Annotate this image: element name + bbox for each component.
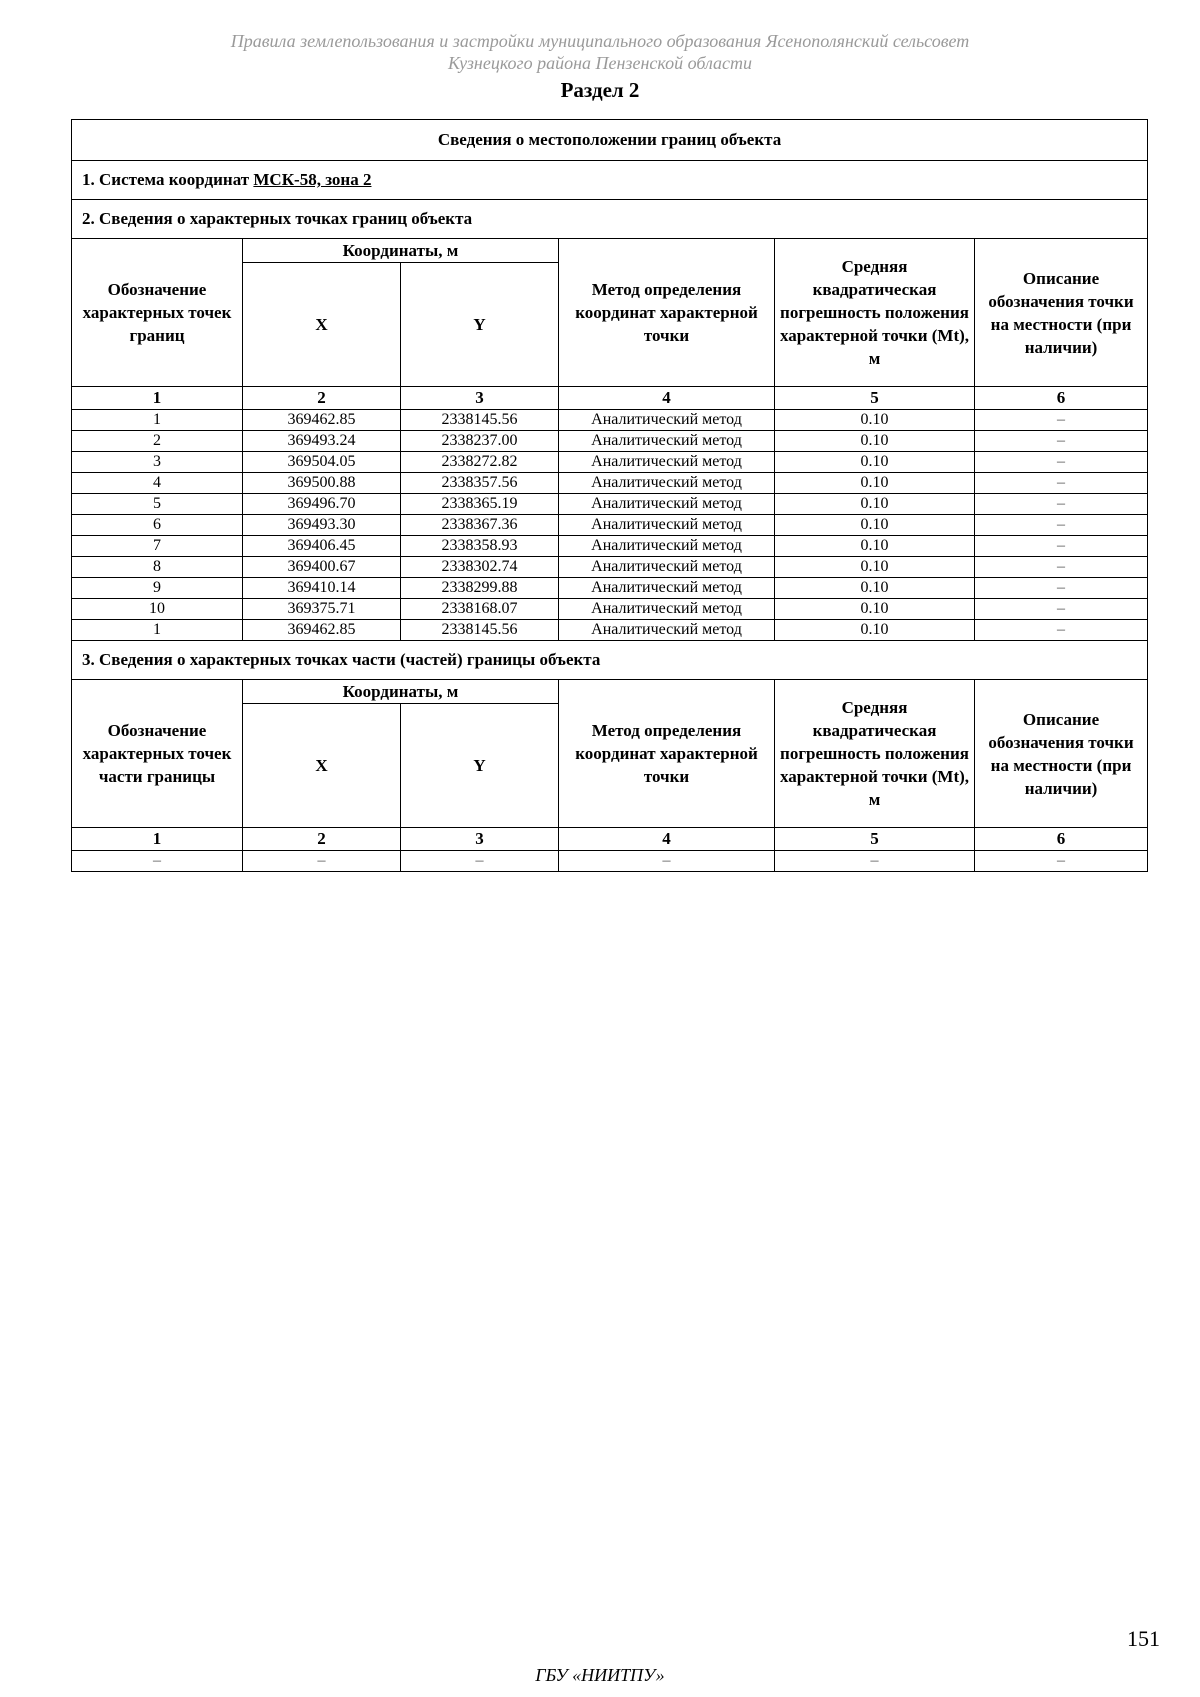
table-row <box>72 452 1148 473</box>
col-number: 3 <box>401 828 559 851</box>
cell-error: – <box>775 851 975 872</box>
cell-error: 0.10 <box>775 620 975 641</box>
cell-description: – <box>975 851 1148 872</box>
running-header-line-2: Кузнецкого района Пензенской области <box>447 53 753 73</box>
cell-point: 1 <box>72 620 243 641</box>
column-numbers-row <box>72 387 1148 410</box>
cell-description: – <box>975 557 1148 578</box>
col-number: 4 <box>559 828 775 851</box>
cell-point: – <box>72 851 243 872</box>
cell-error: 0.10 <box>775 452 975 473</box>
cell-point: 2 <box>72 431 243 452</box>
cell-error: 0.10 <box>775 599 975 620</box>
col-number: 6 <box>975 387 1148 410</box>
cell-error: 0.10 <box>775 515 975 536</box>
header-method: Метод определения координат характерной точки <box>559 239 775 387</box>
cell-x: 369400.67 <box>243 557 401 578</box>
cell-y: 2338299.88 <box>401 578 559 599</box>
cell-y: 2338168.07 <box>401 599 559 620</box>
cell-point: 3 <box>72 452 243 473</box>
cell-y: 2338145.56 <box>401 620 559 641</box>
section3-title: 3. Сведения о характерных точках части (частей) границы объекта <box>72 641 1148 680</box>
cell-point: 9 <box>72 578 243 599</box>
cell-y: 2338272.82 <box>401 452 559 473</box>
cell-method: Аналитический метод <box>559 452 775 473</box>
cell-point: 6 <box>72 515 243 536</box>
cell-method: Аналитический метод <box>559 473 775 494</box>
cell-y: 2338145.56 <box>401 410 559 431</box>
col-number: 1 <box>72 387 243 410</box>
coord-system-label: 1. Система координат <box>82 170 254 189</box>
table-row <box>72 620 1148 641</box>
cell-method: Аналитический метод <box>559 620 775 641</box>
header-description: Описание обозначения точки на местности (при наличии) <box>975 680 1148 828</box>
table-title: Сведения о местоположении границ объекта <box>72 120 1148 161</box>
cell-y: 2338358.93 <box>401 536 559 557</box>
cell-method: Аналитический метод <box>559 536 775 557</box>
cell-description: – <box>975 536 1148 557</box>
header-y: Y <box>401 263 559 387</box>
table-row <box>72 851 1148 872</box>
col-number: 4 <box>559 387 775 410</box>
cell-description: – <box>975 410 1148 431</box>
header-coords: Координаты, м <box>243 680 559 704</box>
cell-point: 10 <box>72 599 243 620</box>
cell-error: 0.10 <box>775 410 975 431</box>
header-coords: Координаты, м <box>243 239 559 263</box>
cell-x: 369406.45 <box>243 536 401 557</box>
cell-method: Аналитический метод <box>559 431 775 452</box>
header-x: X <box>243 704 401 828</box>
column-numbers-row <box>72 828 1148 851</box>
cell-method: Аналитический метод <box>559 599 775 620</box>
header-error-text: Средняя квадратическая погрешность положения характерной точки (Mt), м <box>779 257 970 368</box>
cell-y: 2338237.00 <box>401 431 559 452</box>
cell-error: 0.10 <box>775 473 975 494</box>
cell-description: – <box>975 452 1148 473</box>
section-title: Раздел 2 <box>560 78 640 102</box>
table-row <box>72 431 1148 452</box>
col-number: 2 <box>243 387 401 410</box>
table-row <box>72 536 1148 557</box>
cell-y: 2338367.36 <box>401 515 559 536</box>
cell-x: 369496.70 <box>243 494 401 515</box>
col-number: 3 <box>401 387 559 410</box>
cell-y: – <box>401 851 559 872</box>
cell-point: 1 <box>72 410 243 431</box>
cell-y: 2338365.19 <box>401 494 559 515</box>
coord-system-row <box>72 161 1148 200</box>
table-row <box>72 494 1148 515</box>
cell-x: 369500.88 <box>243 473 401 494</box>
boundary-table <box>71 119 1148 872</box>
cell-x: 369504.05 <box>243 452 401 473</box>
cell-description: – <box>975 620 1148 641</box>
col-number: 1 <box>72 828 243 851</box>
cell-method: Аналитический метод <box>559 515 775 536</box>
header-y: Y <box>401 704 559 828</box>
cell-description: – <box>975 473 1148 494</box>
section2-title: 2. Сведения о характерных точках границ объекта <box>72 200 1148 239</box>
cell-description: – <box>975 494 1148 515</box>
cell-error: 0.10 <box>775 494 975 515</box>
footer-organization: ГБУ «НИИТПУ» <box>535 1665 665 1685</box>
cell-x: 369462.85 <box>243 620 401 641</box>
cell-description: – <box>975 431 1148 452</box>
header-x: X <box>243 263 401 387</box>
header-description: Описание обозначения точки на местности (при наличии) <box>975 239 1148 387</box>
header-method: Метод определения координат характерной точки <box>559 680 775 828</box>
cell-x: 369493.30 <box>243 515 401 536</box>
cell-error: 0.10 <box>775 431 975 452</box>
cell-error: 0.10 <box>775 536 975 557</box>
cell-x: 369462.85 <box>243 410 401 431</box>
cell-x: 369410.14 <box>243 578 401 599</box>
table-row <box>72 410 1148 431</box>
coord-system-value: МСК-58, зона 2 <box>253 170 372 189</box>
page-number: 151 <box>1127 1626 1160 1651</box>
cell-point: 8 <box>72 557 243 578</box>
cell-error: 0.10 <box>775 557 975 578</box>
cell-y: 2338302.74 <box>401 557 559 578</box>
table-row <box>72 599 1148 620</box>
cell-error: 0.10 <box>775 578 975 599</box>
cell-point: 4 <box>72 473 243 494</box>
col-number: 5 <box>775 828 975 851</box>
table-row <box>72 515 1148 536</box>
table-row <box>72 473 1148 494</box>
cell-y: 2338357.56 <box>401 473 559 494</box>
cell-method: Аналитический метод <box>559 410 775 431</box>
cell-point: 7 <box>72 536 243 557</box>
col-number: 5 <box>775 387 975 410</box>
col-number: 2 <box>243 828 401 851</box>
cell-description: – <box>975 599 1148 620</box>
header-points: Обозначение характерных точек границ <box>72 239 243 387</box>
col-number: 6 <box>975 828 1148 851</box>
header-points-part: Обозначение характерных точек части границы <box>72 680 243 828</box>
cell-description: – <box>975 578 1148 599</box>
header-error <box>775 239 975 387</box>
table-row <box>72 557 1148 578</box>
cell-method: Аналитический метод <box>559 494 775 515</box>
header-error: Средняя квадратическая погрешность положения характерной точки (Mt), м <box>775 680 975 828</box>
cell-point: 5 <box>72 494 243 515</box>
table-row <box>72 578 1148 599</box>
cell-x: 369375.71 <box>243 599 401 620</box>
cell-method: Аналитический метод <box>559 557 775 578</box>
running-header-line-1: Правила землепользования и застройки муниципального образования Ясенополянский сельсовет <box>230 31 970 51</box>
cell-description: – <box>975 515 1148 536</box>
cell-x: 369493.24 <box>243 431 401 452</box>
cell-method: Аналитический метод <box>559 578 775 599</box>
cell-x: – <box>243 851 401 872</box>
cell-method: – <box>559 851 775 872</box>
